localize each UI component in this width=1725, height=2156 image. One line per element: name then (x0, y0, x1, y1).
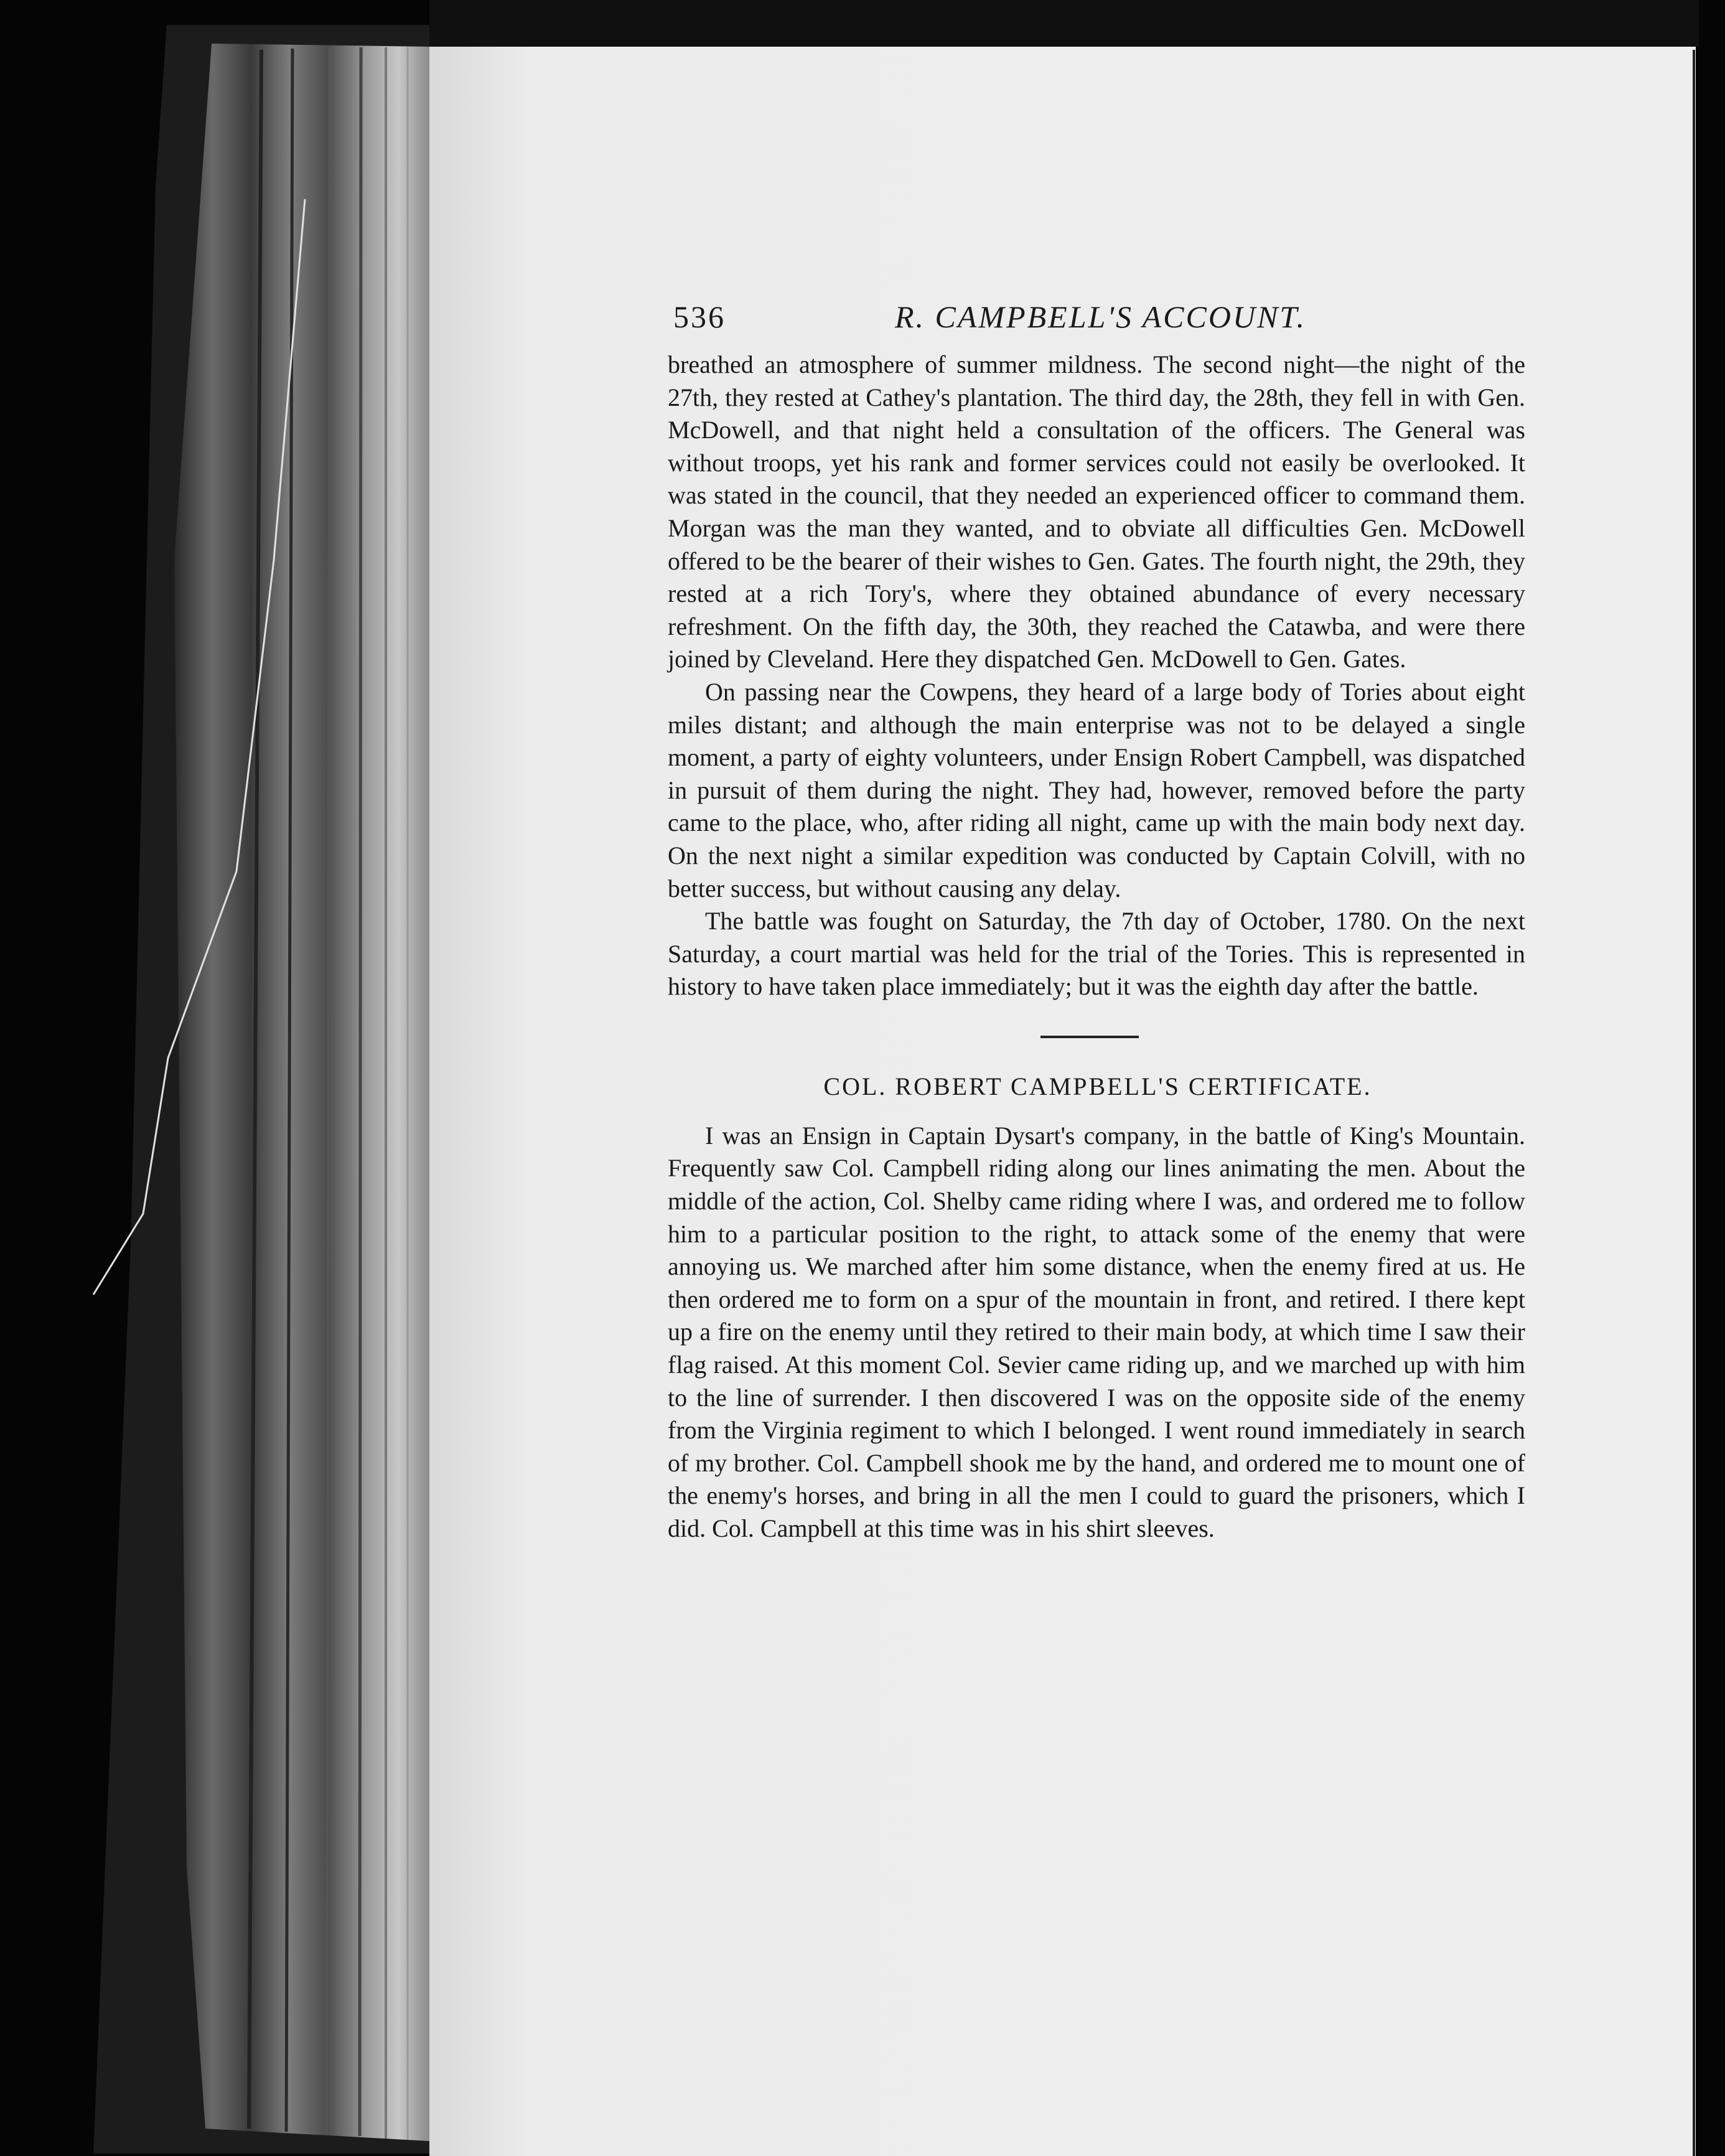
page-number: 536 (673, 299, 726, 334)
page-text-block (660, 299, 1528, 1545)
section-heading: COL. ROBERT CAMPBELL'S CERTIFICATE. (823, 1072, 1372, 1100)
paragraph: The battle was fought on Saturday, the 7th day of October, 1780. On the next Saturday, a court martial was held for the trial of the Tories. This is represented in history to have taken place immediately; but it was the eighth day after the battle. (668, 907, 1525, 1001)
paragraph: breathed an atmosphere of summer mildness. The second night—the night of the 27th, they rested at Cathey's plantation. The third day, the 28th, they fell in with Gen. McDowell, and that night held a consultation of the officers. The General was without troops, yet his rank and former services could not easily be overlooked. It was stated in the council, that they needed an experienced officer to command them. Morgan was the man they wanted, and to obviate all difficulties Gen. McDowell offered to be the bearer of their wishes to Gen. Gates. The fourth night, the 29th, they rested at a rich Tory's, where they obtained abundance of every necessary refreshment. On the fifth day, the 30th, they reached the Catawba, and were there joined by Cleveland. Here they dispatched Gen. McDowell to Gen. Gates. (668, 350, 1525, 673)
certificate-text: I was an Ensign in Captain Dysart's company, in the battle of King's Mountain. Frequently saw Col. Campbell riding along our lines animating the men. About the middle of the action, Col. Shelby came riding where I was, and ordered me to follow him to a particular position to the right, to attack some of the enemy that were annoying us. We marched after him some distance, when the enemy fired at us. He then ordered me to form on a spur of the mountain in front, and retired. I there kept up a fire on the enemy until they retired to their main body, at which time I saw their flag raised. At this moment Col. Sevier came riding up, and we marched up with him to the line of surrender. I then discovered I was on the opposite side of the enemy from the Virginia regiment to which I belonged. I went round immediately in search of my brother. Col. Campbell shook me by the hand, and ordered me to mount one of the enemy's horses, and bring in all the men I could to guard the prisoners, which I did. Col. Campbell at this time was in his shirt sleeves. (668, 1121, 1525, 1542)
running-head-title: R. CAMPBELL'S ACCOUNT. (895, 299, 1307, 334)
paragraph: On passing near the Cowpens, they heard of a large body of Tories about eight miles distant; and although the main enterprise was not to be delayed a single moment, a party of eighty volunteers, under Ensign Robert Campbell, was dispatched in pursuit of them during the night. They had, however, removed before the party came to the place, who, after riding all night, came up with the main body next day. On the next night a similar expedition was conducted by Captain Colvill, with no better success, but without causing any delay. (668, 677, 1525, 902)
page-edges (174, 44, 429, 2141)
running-head (660, 299, 1528, 349)
section-divider (1040, 1036, 1139, 1038)
